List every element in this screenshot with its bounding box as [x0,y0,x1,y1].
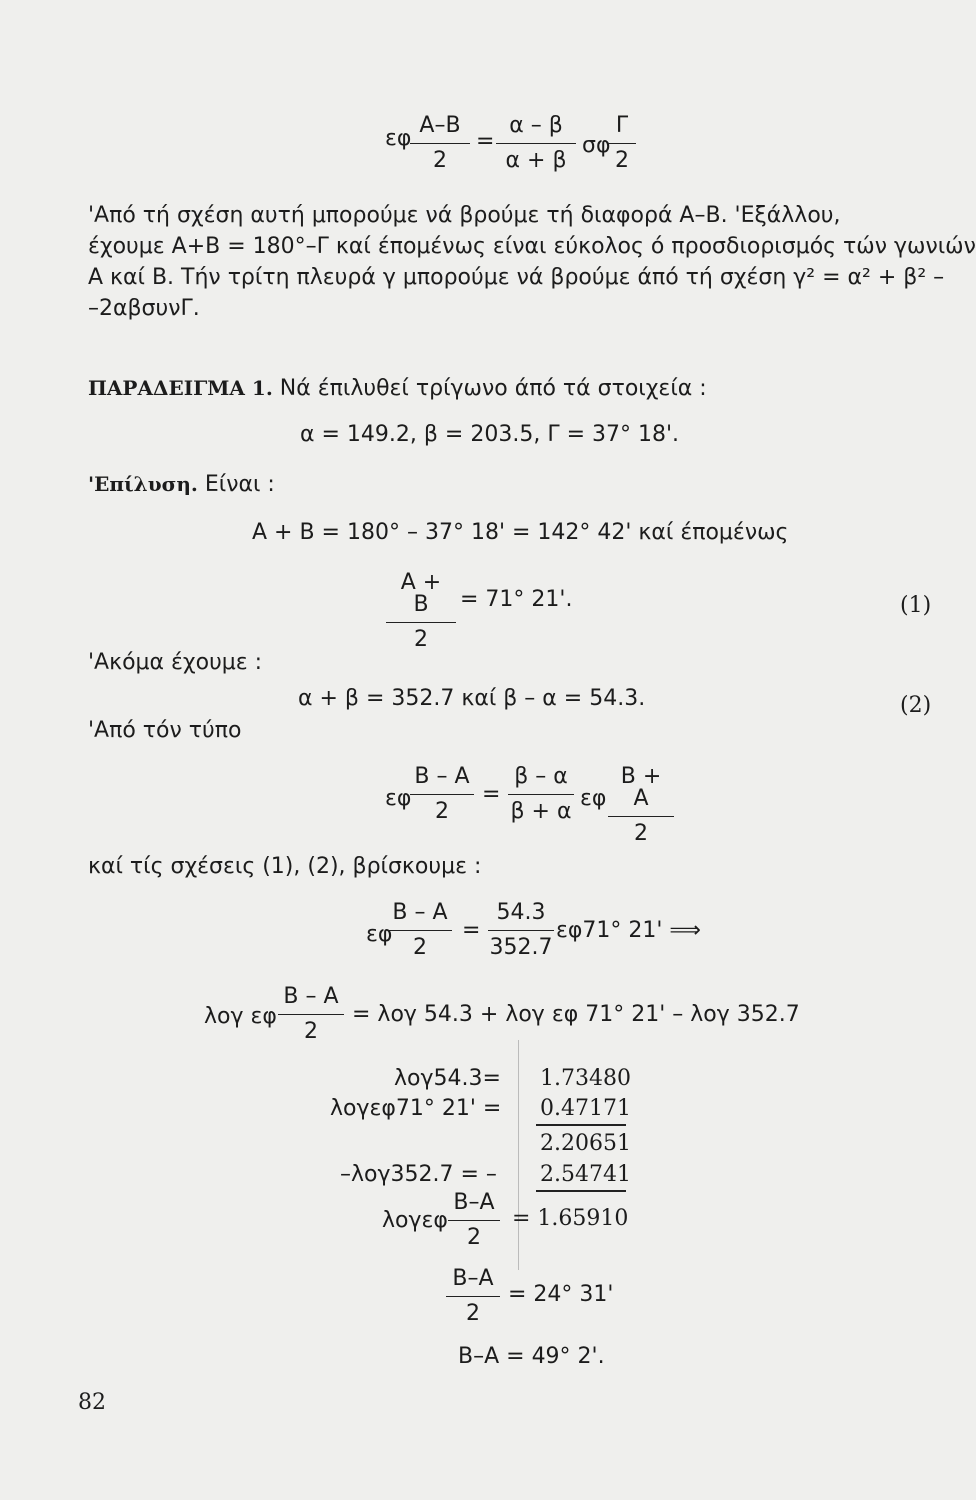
calc-prefix: εφ [366,922,393,947]
solution-heading [88,472,275,497]
fraction-denominator: β + α [510,799,572,824]
fraction-denominator: 2 [413,935,427,960]
fraction-denominator: 2 [435,799,449,824]
fraction-denominator: 2 [466,1301,480,1326]
top-formula-prefix: εφ [385,126,412,151]
tan-prefix: εφ [385,786,412,811]
half-difference-value: = 24° 31' [508,1282,614,1307]
equation-sum-angles: A + B = 180° – 37° 18' = 142° 42' καί έπομένως [252,520,789,545]
tan-rhs-fraction [508,766,574,823]
example-givens: α = 149.2, β = 203.5, Γ = 37° 18'. [300,422,680,447]
log-row-label: λογεφ71° 21' = [330,1096,502,1121]
top-formula-rhs-fraction [496,115,576,172]
half-sum-fraction [386,572,456,651]
final-result: B–A = 49° 2'. [458,1344,605,1369]
equation-sides: α + β = 352.7 καί β – α = 54.3. [298,686,646,711]
fraction-denominator: 2 [414,627,428,652]
fraction-denominator: 2 [467,1225,481,1250]
log-fraction [278,986,344,1043]
example-text: Νά έπιλυθεί τρίγωνο άπό τά στοιχεία : [279,376,707,401]
calc-lhs-fraction [388,902,452,959]
fraction-denominator: 2 [615,148,629,173]
also-label: 'Ακόμα έχουμε : [88,650,263,675]
fraction-numerator: A–B [410,115,470,144]
fraction-numerator: B – A [278,986,344,1015]
log-row-value: 0.47171 [540,1096,631,1121]
fraction-numerator: B–A [448,1192,500,1221]
intro-paragraph [88,200,976,324]
page-number: 82 [78,1390,106,1415]
log-row-value: 1.73480 [540,1066,631,1091]
equation-tag-2: (2) [900,693,932,718]
equation-tag-1: (1) [900,593,932,618]
example-heading [88,376,707,401]
log-row-label: –λογ352.7 = – [340,1162,497,1187]
paragraph-line: A καί B. Τήν τρίτη πλευρά γ μπορούμε νά βρούμε άπό τή σχέση γ² = α² + β² – [88,265,945,290]
cot-symbol: σφ [582,133,611,158]
half-difference-fraction [446,1268,500,1325]
log-rhs: = λογ 54.3 + λογ εφ 71° 21' – λογ 352.7 [352,1002,800,1027]
log-row-value: 2.20651 [540,1131,631,1156]
equals-sign: = [476,129,495,154]
fraction-denominator: 2 [304,1019,318,1044]
log-row-label: λογ54.3= [394,1066,501,1091]
equals-sign: = [462,918,481,943]
fraction-numerator: Γ [608,115,636,144]
difference-rule [536,1190,626,1192]
calc-tail: εφ71° 21' ⟹ [556,918,701,943]
from-label: 'Από τόν τύπο [88,718,242,743]
top-formula-gamma-fraction [608,115,636,172]
tan-mid: εφ [580,786,607,811]
fraction-denominator: α + β [505,148,567,173]
fraction-numerator: B – A [388,902,452,931]
tan-rhs2-fraction [608,766,674,845]
tan-lhs-fraction [410,766,474,823]
fraction-numerator: B – A [410,766,474,795]
example-title: ΠΑΡΑΔΕΙΓΜΑ 1. [88,376,273,400]
top-formula-lhs-fraction [410,115,470,172]
fraction-numerator: B–A [446,1268,500,1297]
final-log-value: = 1.65910 [512,1206,629,1231]
fraction-denominator: 2 [433,148,447,173]
fraction-numerator: A + B [386,572,456,623]
paragraph-line: έχουμε A+B = 180°–Γ καί έπομένως είναι εύκολος ό προσδιορισμός τών γωνιών [88,234,976,259]
solution-label: 'Επίλυση. [88,472,198,496]
half-sum-value: = 71° 21'. [460,587,573,612]
table-divider [518,1040,519,1270]
solution-text: Είναι : [204,472,275,497]
fraction-denominator: 2 [634,821,648,846]
log-prefix: λογ εφ [204,1004,277,1029]
final-prefix: λογεφ [382,1208,448,1233]
paragraph-line: 'Από τή σχέση αυτή μπορούμε νά βρούμε τή διαφορά A–B. 'Εξάλλου, [88,203,841,228]
fraction-denominator: 352.7 [489,935,553,960]
calc-rhs-fraction [488,902,554,959]
fraction-numerator: β – α [508,766,574,795]
equals-sign: = [482,782,501,807]
log-row-value: 2.54741 [540,1162,631,1187]
paragraph-line: –2αβσυνΓ. [88,296,200,321]
final-fraction [448,1192,500,1249]
fraction-numerator: 54.3 [488,902,554,931]
relations-text: καί τίς σχέσεις (1), (2), βρίσκουμε : [88,854,482,879]
fraction-numerator: B + A [608,766,674,817]
fraction-numerator: α – β [496,115,576,144]
sum-rule [536,1124,626,1126]
